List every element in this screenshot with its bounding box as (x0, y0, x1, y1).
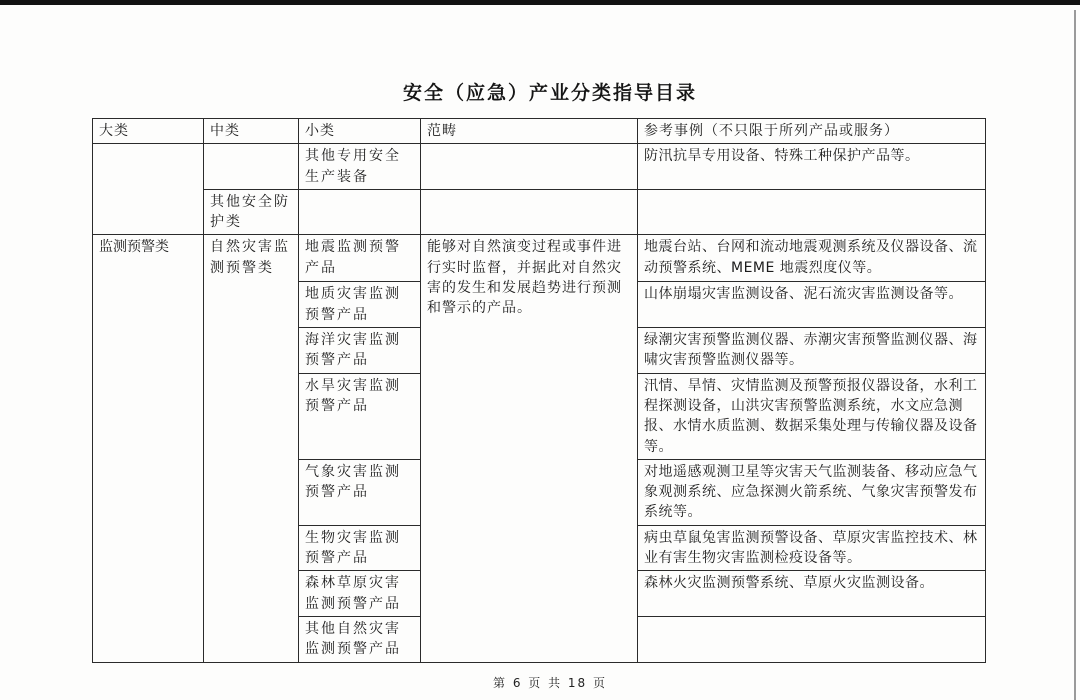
cell-subcategory: 森林草原灾害监测预警产品 (299, 571, 421, 617)
table-row-other-safety-protection (93, 189, 986, 235)
table-row-earthquake-monitoring (93, 235, 986, 282)
cell-mid-category: 自然灾害监测预警类 (204, 235, 299, 662)
page-title: 安全（应急）产业分类指导目录 (402, 82, 697, 104)
cell-examples: 绿潮灾害预警监测仪器、赤潮灾害预警监测仪器、海啸灾害预警监测仪器等。 (638, 328, 986, 374)
header-scope: 范畴 (421, 119, 638, 144)
cell-subcategory: 生物灾害监测预警产品 (299, 525, 421, 571)
cell-examples: 对地遥感观测卫星等灾害天气监测装备、移动应急气象观测系统、应急探测火箭系统、气象灾害预警发布系统等。 (638, 459, 986, 525)
cell-mid-category: 其他安全防护类 (204, 189, 299, 235)
header-subcategory: 小类 (299, 119, 421, 144)
scan-artifact-right-line (1074, 10, 1076, 700)
scan-artifact-top-bar (0, 0, 1080, 5)
cell-subcategory: 地质灾害监测预警产品 (299, 282, 421, 328)
classification-table (92, 118, 986, 663)
cell-mid-category-empty (204, 144, 299, 190)
table-row-other-production-equipment (93, 144, 986, 190)
header-mid-category: 中类 (204, 119, 299, 144)
cell-major-category: 监测预警类 (93, 235, 204, 662)
header-examples: 参考事例（不只限于所列产品或服务） (638, 119, 986, 144)
cell-subcategory: 海洋灾害监测预警产品 (299, 328, 421, 374)
cell-subcategory: 气象灾害监测预警产品 (299, 459, 421, 525)
cell-subcategory: 其他自然灾害监测预警产品 (299, 616, 421, 662)
cell-scope-empty (421, 189, 638, 235)
page-number: 第 6 页 共 18 页 (493, 676, 607, 690)
cell-subcategory: 水旱灾害监测预警产品 (299, 373, 421, 459)
cell-scope: 能够对自然演变过程或事件进行实时监督，并据此对自然灾害的发生和发展趋势进行预测和警示的产品。 (421, 235, 638, 662)
cell-examples: 森林火灾监测预警系统、草原火灾监测设备。 (638, 571, 986, 617)
cell-examples: 汛情、旱情、灾情监测及预警预报仪器设备，水利工程探测设备，山洪灾害预警监测系统，水文应急测报、水情水质监测、数据采集处理与传输仪器及设备等。 (638, 373, 986, 459)
cell-examples: 防汛抗旱专用设备、特殊工种保护产品等。 (638, 144, 986, 190)
cell-subcategory-empty (299, 189, 421, 235)
header-major-category: 大类 (93, 119, 204, 144)
cell-major-category-continued (93, 144, 204, 235)
cell-subcategory: 其他专用安全生产装备 (299, 144, 421, 190)
cell-examples-empty (638, 189, 986, 235)
cell-examples: 山体崩塌灾害监测设备、泥石流灾害监测设备等。 (638, 282, 986, 328)
cell-subcategory: 地震监测预警产品 (299, 235, 421, 282)
cell-examples (638, 616, 986, 662)
header-row (93, 119, 986, 144)
cell-scope-empty (421, 144, 638, 190)
cell-examples: 地震台站、台网和流动地震观测系统及仪器设备、流动预警系统、MEME 地震烈度仪等。 (638, 235, 986, 282)
cell-examples: 病虫草鼠兔害监测预警设备、草原灾害监控技术、林业有害生物灾害监测检疫设备等。 (638, 525, 986, 571)
